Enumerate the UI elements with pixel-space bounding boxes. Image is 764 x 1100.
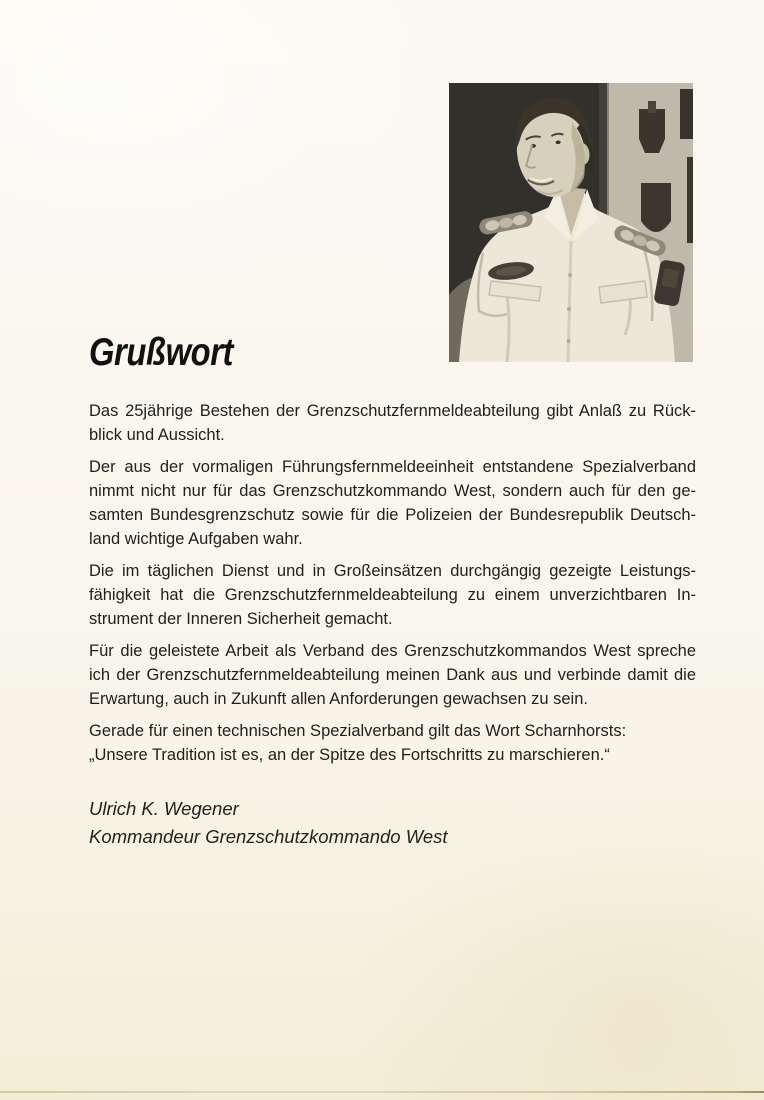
paragraph-5 — [89, 719, 696, 767]
text-line: Erwartung, auch in Zukunft allen Anforderungen gewachsen zu sein. — [89, 690, 588, 708]
paragraph-2 — [89, 455, 696, 551]
text-line: „Unsere Tradition ist es, an der Spitze des Fortschritts zu marschieren.“ — [89, 746, 610, 764]
text-line: Gerade für einen technischen Spezialverband gilt das Wort Scharnhorsts: — [89, 722, 627, 740]
text-line: ich der Grenzschutzfernmeldeabteilung meinen Dank aus und verbinde damit die — [89, 666, 696, 684]
page-bottom-edge — [0, 1091, 764, 1093]
text-line: Die im täglichen Dienst und in Großeinsätzen durchgängig gezeigte Leistungs- — [89, 562, 696, 580]
paragraph-3 — [89, 559, 696, 631]
text-line: Das 25jährige Bestehen der Grenzschutzfernmeldeabteilung gibt Anlaß zu Rück- — [89, 402, 696, 420]
text-line: fähigkeit hat die Grenzschutzfernmeldeabteilung zu einem unverzichtbaren In- — [89, 586, 696, 604]
portrait-illustration — [449, 83, 693, 362]
text-line: samten Bundesgrenzschutz sowie für die Polizeien der Bundesrepublik Deutsch- — [89, 506, 696, 524]
text-line: blick und Aussicht. — [89, 426, 225, 444]
signature-block — [89, 795, 448, 851]
paragraph-4 — [89, 639, 696, 711]
signature-title: Kommandeur Grenzschutzkommando West — [89, 826, 448, 847]
text-line: strument der Inneren Sicherheit gemacht. — [89, 610, 393, 628]
text-line: land wichtige Aufgaben wahr. — [89, 530, 303, 548]
text-line: Der aus der vormaligen Führungsfernmeldeeinheit entstandene Spezialverband — [89, 458, 696, 476]
text-line: Für die geleistete Arbeit als Verband des Grenzschutzkommandos West spreche — [89, 642, 696, 660]
officer-portrait-photo — [449, 83, 693, 362]
paragraph-1 — [89, 399, 696, 447]
signature-name: Ulrich K. Wegener — [89, 798, 239, 819]
text-line: nimmt nicht nur für das Grenzschutzkommando West, sondern auch für den ge- — [89, 482, 696, 500]
body-text — [89, 399, 696, 775]
page-title: Grußwort — [89, 331, 234, 374]
